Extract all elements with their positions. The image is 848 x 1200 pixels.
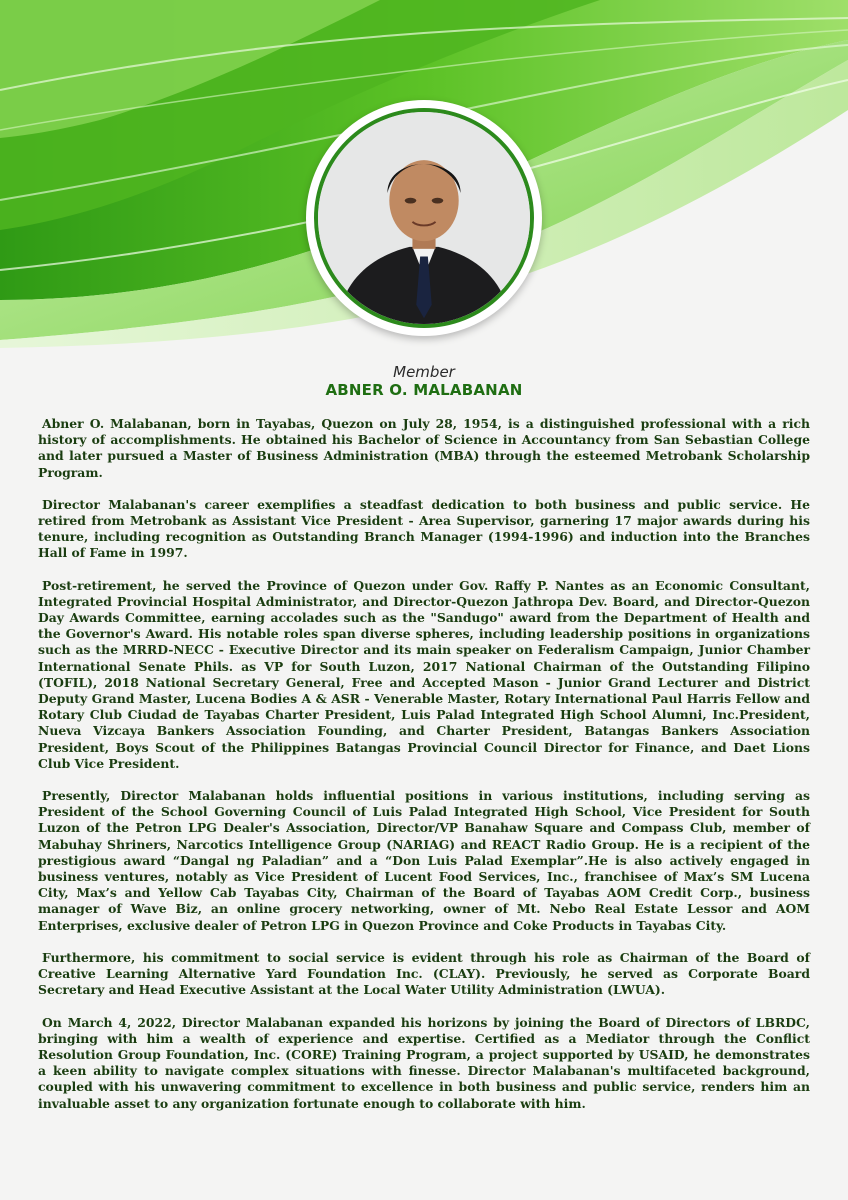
- member-role-label: Member: [393, 363, 455, 381]
- bio-paragraph-4: Presently, Director Malabanan holds influential positions in various institutions, including serving as President of the School Governing Council of Luis Palad Integrated High School, Vice President for South Luzon of the Petron LPG Dealer's Association, Director/VP Banahaw Square and Compass Club, member of Mabuhay Shriners, Narcotics Intelligence Group (NARIAG) and REACT Radio Group. He is a recipient of the prestigious award “Dangal ng Paladian” and a “Don Luis Palad Exemplar”.He is also actively engaged in business ventures, notably as Vice President of Lucent Food Services, Inc., franchisee of Max’s SM Lucena City, Max’s and Yellow Cab Tayabas City, Chairman of the Board of Tayabas AOM Credit Corp., business manager of Wave Biz, an online grocery networking, owner of Mt. Nebo Real Estate Lessor and AOM Enterprises, exclusive dealer of Petron LPG in Quezon Province and Coke Products in Tayabas City.: [38, 788, 810, 933]
- bio-paragraph-2: Director Malabanan's career exemplifies a steadfast dedication to both business and public service. He retired from Metrobank as Assistant Vice President - Area Supervisor, garnering 17 major awards during his tenure, including recognition as Outstanding Branch Manager (1994-1996) and induction into the Branches Hall of Fame in 1997.: [38, 496, 810, 561]
- person-silhouette-icon: [318, 112, 530, 324]
- bio-paragraph-3: Post-retirement, he served the Province of Quezon under Gov. Raffy P. Nantes as an Economic Consultant, Integrated Provincial Hospital Administrator, and Director-Quezon Jathropa Dev. Board, and Director-Quezon Day Awards Committee, earning accolades such as the "Sandugo" award from the Department of Health and the Governor's Award. His notable roles span diverse spheres, including leadership positions in organizations such as the MRRD-NECC - Executive Director and its main speaker on Federalism Campaign, Junior Chamber International Senate Phils. as VP for South Luzon, 2017 National Chairman of the Outstanding Filipino (TOFIL), 2018 National Secretary General, Free and Accepted Mason - Junior Grand Lecturer and District Deputy Grand Master, Lucena Bodies A & ASR - Venerable Master, Rotary International Paul Harris Fellow and Rotary Club Ciudad de Tayabas Charter President, Luis Palad Integrated High School Alumni, Inc.President, Nueva Vizcaya Bankers Association Founding, and Charter President, Batangas Bankers Association President, Boys Scout of the Philippines Batangas Provincial Council Director for Finance, and Daet Lions Club Vice President.: [38, 577, 810, 771]
- member-name: ABNER O. MALABANAN: [325, 381, 523, 399]
- portrait-photo: [314, 108, 534, 328]
- portrait-frame: [306, 100, 542, 336]
- bio-paragraph-5: Furthermore, his commitment to social service is evident through his role as Chairman of the Board of Creative Learning Alternative Yard Foundation Inc. (CLAY). Previously, he served as Corporate Board Secretary and Head Executive Assistant at the Local Water Utility Administration (LWUA).: [38, 949, 810, 998]
- bio-paragraph-6: On March 4, 2022, Director Malabanan expanded his horizons by joining the Board of Directors of LBRDC, bringing with him a wealth of experience and expertise. Certified as a Mediator through the Conflict Resolution Group Foundation, Inc. (CORE) Training Program, a project supported by USAID, he demonstrates a keen ability to navigate complex situations with finesse. Director Malabanan's multifaceted background, coupled with his unwavering commitment to excellence in both business and public service, renders him an invaluable asset to any organization fortunate enough to collaborate with him.: [38, 1014, 810, 1111]
- bio-paragraph-1: Abner O. Malabanan, born in Tayabas, Quezon on July 28, 1954, is a distinguished professional with a rich history of accomplishments. He obtained his Bachelor of Science in Accountancy from San Sebastian College and later pursued a Master of Business Administration (MBA) through the esteemed Metrobank Scholarship Program.: [38, 416, 810, 480]
- biography: [38, 416, 810, 1128]
